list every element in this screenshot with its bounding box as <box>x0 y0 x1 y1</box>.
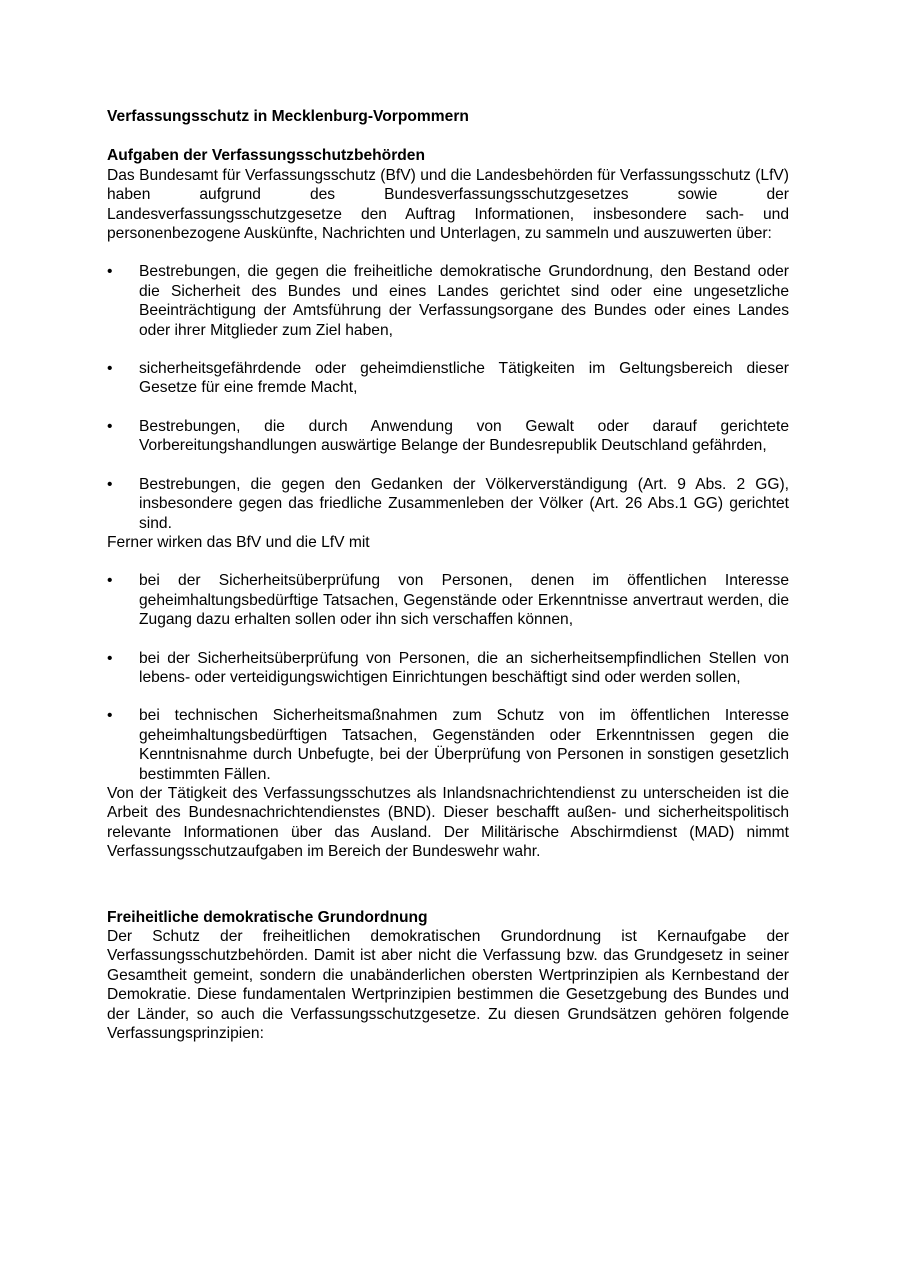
list-item-text: Bestrebungen, die gegen die freiheitliche demokratische Grundordnung, den Bestand oder die Sicherheit des Bundes und eines Landes gerichtet sind oder eine ungesetzliche Beeinträchtigung der Amtsführung der Verfassungsorgane des Bundes oder eines Landes oder ihrer Mitglieder zum Ziel haben, <box>139 263 789 339</box>
intro-paragraph: Das Bundesamt für Verfassungsschutz (BfV) und die Landesbehörden für Verfassungsschutz (LfV) haben aufgrund des Bundesverfassungsschutzgesetzes sowie der Landesverfassungsschutzgesetze den Auftrag Informationen, insbesondere sach- und personenbezogene Auskünfte, Nachrichten und Unterlagen, zu sammeln und auszuwerten über: <box>107 166 789 243</box>
bullet-icon: • <box>107 263 113 281</box>
bullet-icon: • <box>107 572 113 590</box>
list-item-text: Bestrebungen, die gegen den Gedanken der Völkerverständigung (Art. 9 Abs. 2 GG), insbesondere gegen das friedliche Zusammenleben der Völker (Art. 26 Abs.1 GG) gerichtet sind. <box>139 475 789 532</box>
bullet-list-mitwirkung <box>107 571 789 784</box>
bullet-icon: • <box>107 360 113 378</box>
list-item <box>107 706 789 784</box>
list-item-text: sicherheitsgefährdende oder geheimdienstliche Tätigkeiten im Geltungsbereich dieser Gesetze für eine fremde Macht, <box>139 360 789 397</box>
list-item <box>107 417 789 456</box>
list-item-text: Bestrebungen, die durch Anwendung von Gewalt oder darauf gerichtete Vorbereitungshandlungen auswärtige Belange der Bundesrepublik Deutschland gefährden, <box>139 417 789 455</box>
ferner-paragraph: Ferner wirken das BfV und die LfV mit <box>107 533 370 551</box>
bullet-icon: • <box>107 417 113 435</box>
list-item-text: bei der Sicherheitsüberprüfung von Personen, die an sicherheitsempfindlichen Stellen von lebens- oder verteidigungswichtigen Einrichtungen beschäftigt sind oder werden sollen, <box>139 649 789 686</box>
section-heading-aufgaben: Aufgaben der Verfassungsschutzbehörden <box>107 147 425 165</box>
closing-paragraph: Von der Tätigkeit des Verfassungsschutzes als Inlandsnachrichtendienst zu unterscheiden ist die Arbeit des Bundesnachrichtendienstes (BND). Dieser beschafft außen- und sicherheitspolitisch relevante Informationen über das Ausland. Der Militärische Abschirmdienst (MAD) nimmt Verfassungsschutzaufgaben im Bereich der Bundeswehr wahr. <box>107 784 789 861</box>
document-title: Verfassungsschutz in Mecklenburg-Vorpommern <box>107 108 469 125</box>
grundordnung-paragraph: Der Schutz der freiheitlichen demokratischen Grundordnung ist Kernaufgabe der Verfassungsschutzbehörden. Damit ist aber nicht die Verfassung bzw. das Grundgesetz in seiner Gesamtheit gemeint, sondern die unabänderlichen obersten Wertprinzipien als Kernbestand der Demokratie. Diese fundamentalen Wertprinzipien bestimmen die Gesetzgebung des Bundes und der Länder, so auch die Verfassungsschutzgesetze. Zu diesen Grundsätzen gehören folgende Verfassungsprinzipien: <box>107 928 789 1043</box>
list-item <box>107 359 789 398</box>
list-item <box>107 571 789 629</box>
list-item <box>107 649 789 688</box>
bullet-icon: • <box>107 649 113 667</box>
list-item-text: bei technischen Sicherheitsmaßnahmen zum Schutz von im öffentlichen Interesse geheimhaltungsbedürftigen Tatsachen, Gegenständen oder Erkenntnissen gegen die Kenntnisnahme durch Unbefugte, bei der Überprüfung von Personen in sonstigen gesetzlich bestimmten Fällen. <box>139 707 789 783</box>
list-item <box>107 262 789 340</box>
bullet-icon: • <box>107 707 113 725</box>
bullet-icon: • <box>107 475 113 493</box>
list-item <box>107 475 789 533</box>
section-heading-grundordnung: Freiheitliche demokratische Grundordnung <box>107 908 428 926</box>
list-item-text: bei der Sicherheitsüberprüfung von Personen, denen im öffentlichen Interesse geheimhaltungsbedürftige Tatsachen, Gegenstände oder Erkenntnisse anvertraut werden, die Zugang dazu erhalten sollen oder ihn sich verschaffen können, <box>139 572 789 629</box>
bullet-list-aufgaben <box>107 262 789 532</box>
